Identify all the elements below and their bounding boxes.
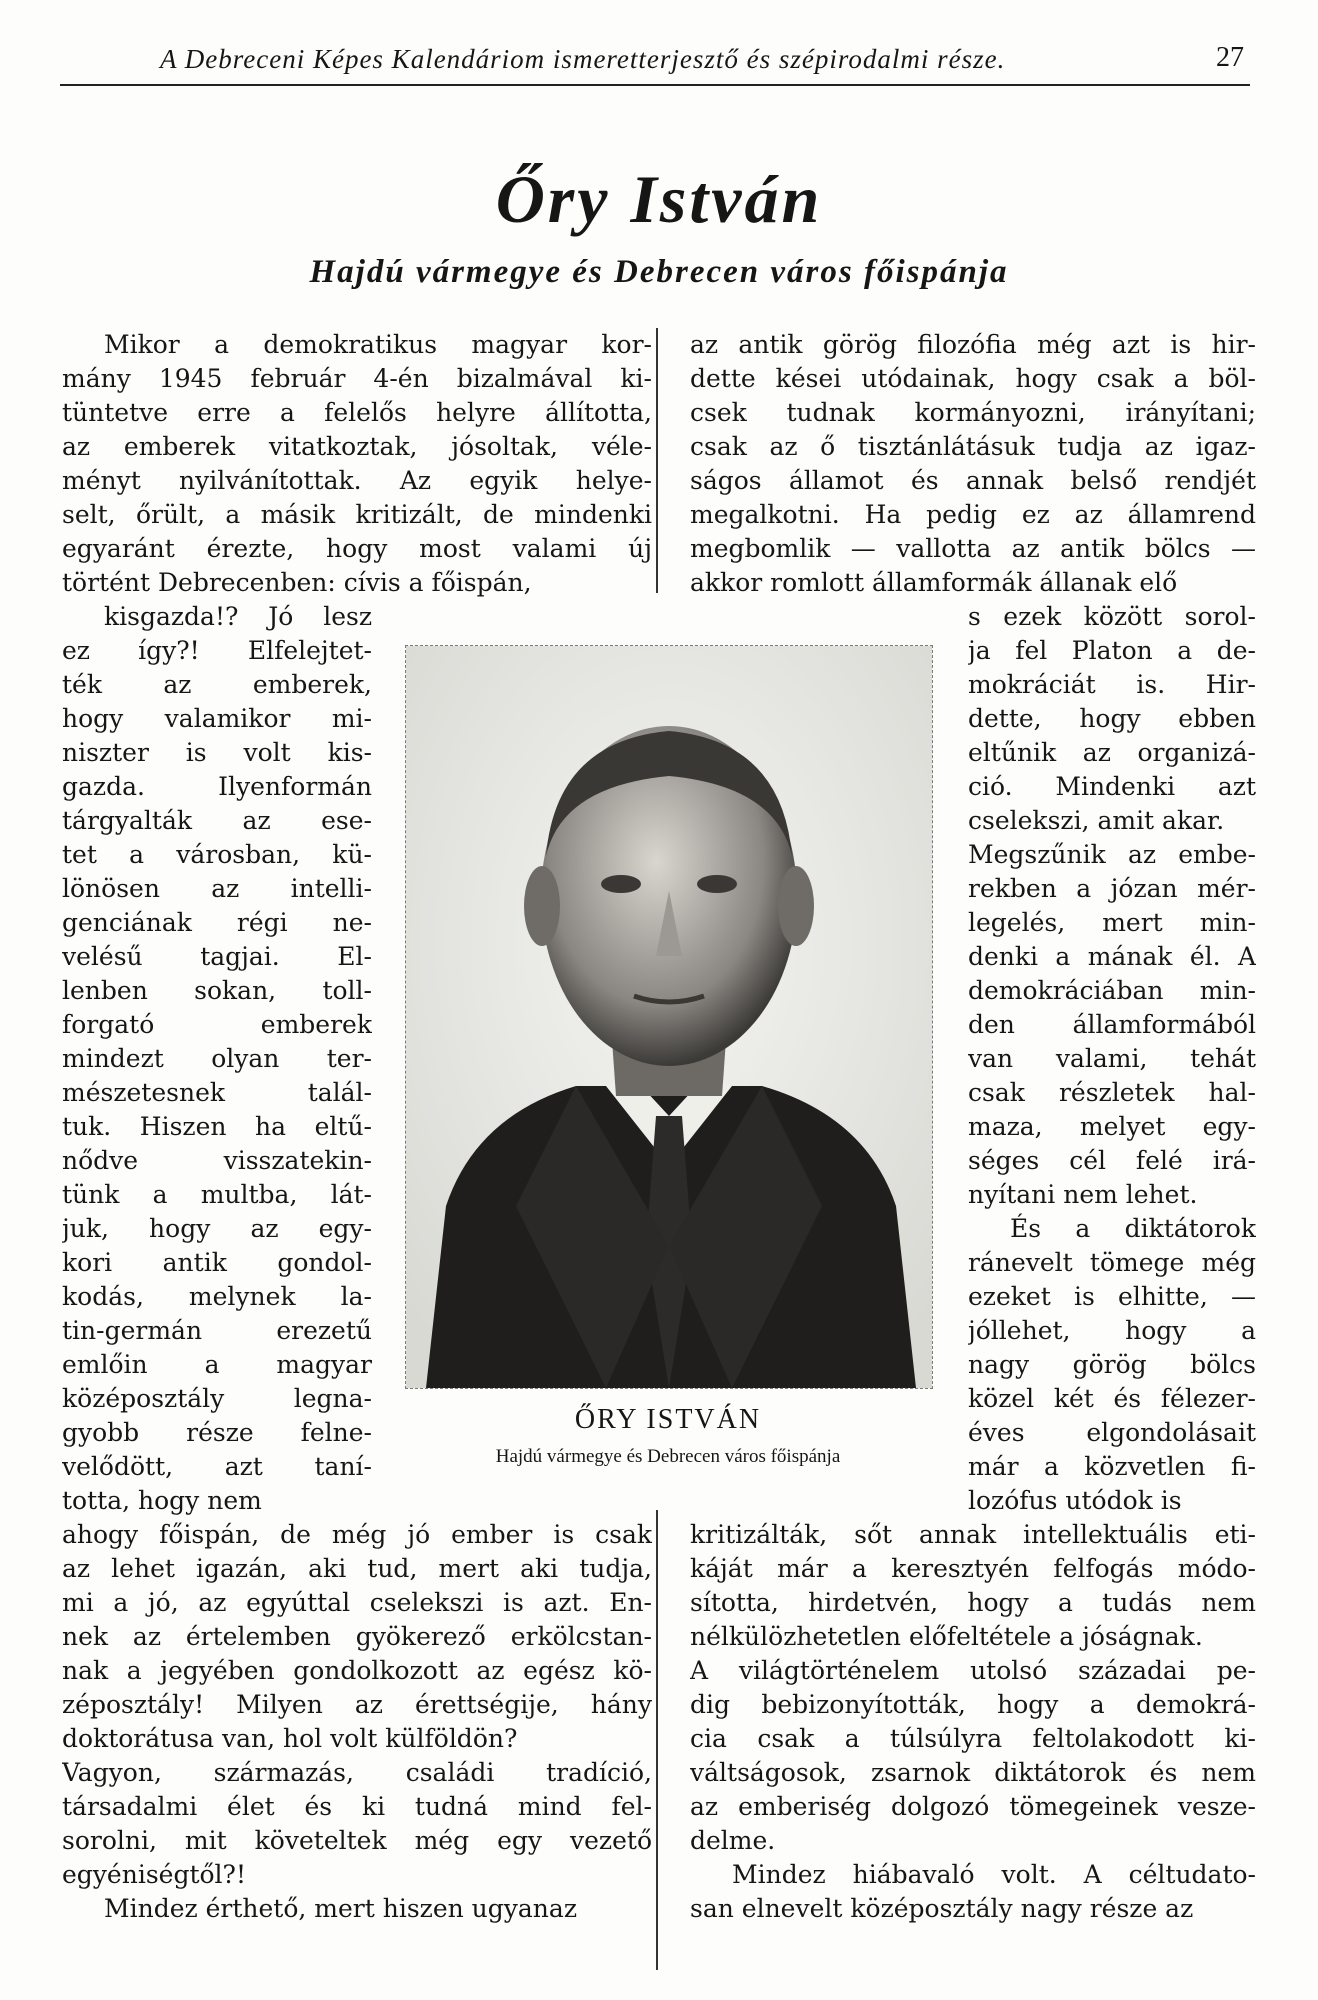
text-line: sította, hirdetvén, hogy a tudás nem bbox=[690, 1588, 1256, 1617]
text-line: ahogy főispán, de még jó ember is csak bbox=[62, 1520, 652, 1549]
text-line: zéposztály! Milyen az érettségije, hány bbox=[62, 1690, 652, 1719]
column-divider-top bbox=[656, 328, 658, 593]
text-line: nek az értelemben gyökerező erkölcstan- bbox=[62, 1622, 652, 1651]
text-line: jóllehet, hogy a bbox=[968, 1316, 1256, 1345]
text-line: nak a jegyében gondolkozott az egész kö- bbox=[62, 1656, 652, 1685]
text-line: demokráciában min- bbox=[968, 976, 1256, 1005]
text-line: És a diktátorok bbox=[1010, 1214, 1256, 1243]
text-line: tüntetve erre a felelős helyre állította, bbox=[62, 398, 652, 427]
text-line: Megszűnik az embe- bbox=[968, 840, 1256, 869]
text-line: kisgazda!? Jó lesz bbox=[104, 602, 372, 631]
text-line: kritizálták, sőt annak intellektuális eti- bbox=[690, 1520, 1256, 1549]
text-line: tet a városban, kü- bbox=[62, 840, 372, 869]
text-line: ményt nyilvánítottak. Az egyik helye- bbox=[62, 466, 652, 495]
text-line: nélkülözhetetlen előfeltétele a jóságnak. bbox=[690, 1622, 1203, 1651]
text-line: az emberek vitatkoztak, jósoltak, véle- bbox=[62, 432, 652, 461]
right-column-bottom bbox=[690, 1518, 1256, 1926]
text-line: velésű tagjai. El- bbox=[62, 942, 372, 971]
text-line: közel két és félezer- bbox=[968, 1384, 1256, 1413]
text-line: mokráciát is. Hir- bbox=[968, 670, 1256, 699]
text-line: már a közvetlen fi- bbox=[968, 1452, 1256, 1481]
article-title: Őry István bbox=[495, 161, 823, 237]
text-line: társadalmi élet és ki tudná mind fel- bbox=[62, 1792, 652, 1821]
text-line: denki a mának él. A bbox=[968, 942, 1256, 971]
text-line: s ezek között sorol- bbox=[968, 602, 1256, 631]
portrait-illustration bbox=[406, 646, 932, 1388]
text-line: ció. Mindenki azt bbox=[968, 772, 1256, 801]
text-line: káját már a keresztyén felfogás módo- bbox=[690, 1554, 1256, 1583]
text-line: genciának régi ne- bbox=[62, 908, 372, 937]
text-line: történt Debrecenben: cívis a főispán, bbox=[62, 568, 532, 597]
text-line: ezeket is elhitte, — bbox=[968, 1282, 1256, 1311]
text-line: az antik görög filozófia még azt is hir- bbox=[690, 330, 1256, 359]
text-line: cia csak a túlsúlyra feltolakodott ki- bbox=[690, 1724, 1256, 1753]
text-line: csak az ő tisztánlátásuk tudja az igaz- bbox=[690, 432, 1256, 461]
text-line: rekben a józan mér- bbox=[968, 874, 1256, 903]
portrait-photo bbox=[405, 645, 933, 1389]
text-line: dette, hogy ebben bbox=[968, 704, 1256, 733]
text-line: Mikor a demokratikus magyar kor- bbox=[104, 330, 652, 359]
left-column-bottom bbox=[62, 1518, 652, 1926]
photo-caption-subtitle: Hajdú vármegye és Debrecen város főispánja bbox=[495, 1446, 841, 1467]
text-line: kodás, melynek la- bbox=[62, 1282, 372, 1311]
text-line: emlőin a magyar bbox=[62, 1350, 372, 1379]
text-line: legelés, mert min- bbox=[968, 908, 1256, 937]
text-line: den államformából bbox=[968, 1010, 1256, 1039]
text-line: egyéniségtől?! bbox=[62, 1860, 246, 1889]
text-line: gazda. Ilyenformán bbox=[62, 772, 372, 801]
text-line: Mindez érthető, mert hiszen ugyanaz bbox=[104, 1894, 577, 1923]
text-line: megalkotni. Ha pedig ez az államrend bbox=[690, 500, 1256, 529]
text-line: nyítani nem lehet. bbox=[968, 1180, 1198, 1209]
text-line: lönösen az intelli- bbox=[62, 874, 372, 903]
text-line: totta, hogy nem bbox=[62, 1486, 262, 1515]
right-column-top bbox=[690, 328, 1256, 600]
text-line: niszter is volt kis- bbox=[62, 738, 372, 767]
text-line: hogy valamikor mi- bbox=[62, 704, 372, 733]
text-line: éves elgondolásait bbox=[968, 1418, 1256, 1447]
text-line: dette kései utódainak, hogy csak a böl- bbox=[690, 364, 1256, 393]
page-number: 27 bbox=[1216, 42, 1244, 73]
header-title: A Debreceni Képes Kalendáriom ismeretterjesztő és szépirodalmi része. bbox=[160, 44, 1006, 74]
text-line: juk, hogy az egy- bbox=[62, 1214, 372, 1243]
text-line: nődve visszatekin- bbox=[62, 1146, 372, 1175]
left-column-top bbox=[62, 328, 652, 600]
photo-caption-name: ŐRY ISTVÁN bbox=[574, 1404, 762, 1435]
column-divider-bottom bbox=[656, 1510, 658, 1970]
text-line: dig bebizonyították, hogy a demokrá- bbox=[690, 1690, 1256, 1719]
text-line: eltűnik az organizá- bbox=[968, 738, 1256, 767]
text-line: gyobb része felne- bbox=[62, 1418, 372, 1447]
text-line: Vagyon, származás, családi tradíció, bbox=[62, 1758, 652, 1787]
text-line: kori antik gondol- bbox=[62, 1248, 372, 1277]
text-line: maza, melyet egy- bbox=[968, 1112, 1256, 1141]
text-line: tünk a multba, lát- bbox=[62, 1180, 372, 1209]
text-line: tárgyalták az ese- bbox=[62, 806, 372, 835]
text-line: doktorátusa van, hol volt külföldön? bbox=[62, 1724, 518, 1753]
text-line: velődött, azt taní- bbox=[62, 1452, 372, 1481]
text-line: séges cél felé irá- bbox=[968, 1146, 1256, 1175]
text-line: csek tudnak kormányozni, irányítani; bbox=[690, 398, 1256, 427]
text-line: mészetesnek talál- bbox=[62, 1078, 372, 1107]
text-line: csak részletek hal- bbox=[968, 1078, 1256, 1107]
text-line: mi a jó, az egyúttal cselekszi is azt. En- bbox=[62, 1588, 652, 1617]
text-line: selt, őrült, a másik kritizált, de mindenki bbox=[62, 500, 652, 529]
running-header bbox=[60, 40, 1250, 86]
text-line: van valami, tehát bbox=[968, 1044, 1256, 1073]
text-line: váltságosok, zsarnok diktátorok és nem bbox=[690, 1758, 1256, 1787]
left-column-narrow bbox=[62, 600, 372, 1518]
text-line: középosztály legna- bbox=[62, 1384, 372, 1413]
text-line: ez így?! Elfelejtet- bbox=[62, 636, 372, 665]
text-line: ja fel Platon a de- bbox=[968, 636, 1256, 665]
text-line: tuk. Hiszen ha eltű- bbox=[62, 1112, 372, 1141]
text-line: az lehet igazán, aki tud, mert aki tudja, bbox=[62, 1554, 652, 1583]
text-line: ságos államot és annak belső rendjét bbox=[690, 466, 1256, 495]
text-line: Mindez hiábavaló volt. A céltudato- bbox=[732, 1860, 1256, 1889]
text-line: A világtörténelem utolsó századai pe- bbox=[690, 1656, 1256, 1685]
right-column-narrow bbox=[968, 600, 1256, 1518]
text-line: mány 1945 február 4-én bizalmával ki- bbox=[62, 364, 652, 393]
text-line: az emberiség dolgozó tömegeinek vesze- bbox=[690, 1792, 1256, 1821]
text-line: delme. bbox=[690, 1826, 776, 1855]
text-line: ránevelt tömege még bbox=[968, 1248, 1256, 1277]
text-line: ték az emberek, bbox=[62, 670, 372, 699]
text-line: lenben sokan, toll- bbox=[62, 976, 372, 1005]
text-line: akkor romlott államformák állanak elő bbox=[690, 568, 1178, 597]
text-line: lozófus utódok is bbox=[968, 1486, 1182, 1515]
text-line: megbomlik — vallotta az antik bölcs — bbox=[690, 534, 1256, 563]
text-line: forgató emberek bbox=[62, 1010, 372, 1039]
text-line: tin-germán erezetű bbox=[62, 1316, 372, 1345]
article-subtitle: Hajdú vármegye és Debrecen város főispánja bbox=[309, 254, 1009, 290]
text-line: cselekszi, amit akar. bbox=[968, 806, 1225, 835]
text-line: egyaránt érezte, hogy most valami új bbox=[62, 534, 652, 563]
text-line: san elnevelt középosztály nagy része az bbox=[690, 1894, 1194, 1923]
text-line: sorolni, mit követeltek még egy vezető bbox=[62, 1826, 652, 1855]
text-line: mindezt olyan ter- bbox=[62, 1044, 372, 1073]
text-line: nagy görög bölcs bbox=[968, 1350, 1256, 1379]
